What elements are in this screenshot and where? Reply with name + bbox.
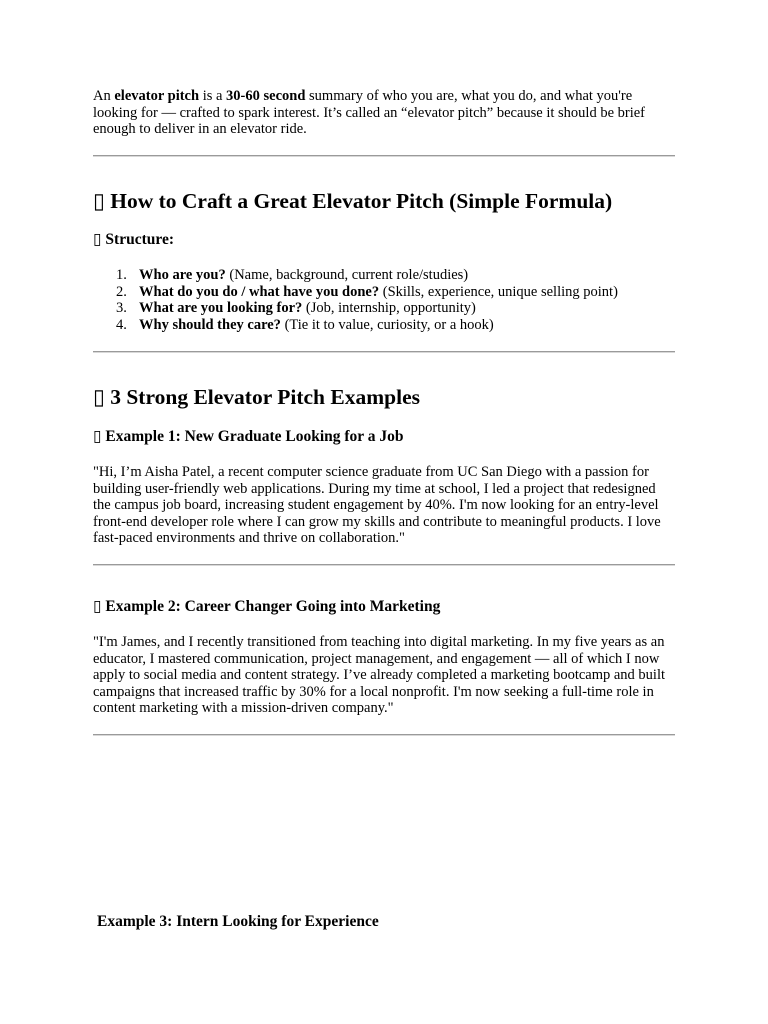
list-number: 4. xyxy=(116,316,127,333)
divider xyxy=(93,351,675,353)
intro-duration: 30-60 second xyxy=(226,88,306,104)
example1-title: Example 1: New Graduate Looking for a Job xyxy=(105,428,404,445)
step-detail: (Job, internship, opportunity) xyxy=(302,300,476,316)
briefcase-icon: ▯ xyxy=(93,598,102,615)
divider xyxy=(93,734,675,736)
list-item xyxy=(93,284,618,301)
example1-heading xyxy=(93,428,404,446)
student-icon: ▯ xyxy=(93,428,102,445)
structure-list xyxy=(93,267,618,333)
step-detail: (Skills, experience, unique selling point) xyxy=(379,283,618,300)
intro-rest: summary of who you are, what you do, and what you're looking for — crafted to spark interest. It’s called an “elevator pitch” because it should be brief enough to deliver in an elevator ride. xyxy=(93,88,646,137)
step-bold: What do you do / what have you done? xyxy=(139,283,380,300)
divider xyxy=(93,564,675,566)
intro-paragraph xyxy=(93,88,675,138)
list-number: 2. xyxy=(116,283,127,300)
examples-heading-text: 3 Strong Elevator Pitch Examples xyxy=(110,385,420,409)
examples-heading xyxy=(93,384,420,410)
formula-heading-text: How to Craft a Great Elevator Pitch (Simple Formula) xyxy=(110,189,613,213)
structure-heading xyxy=(93,231,174,249)
step-detail: (Tie it to value, curiosity, or a hook) xyxy=(280,316,494,333)
list-number: 3. xyxy=(116,300,127,316)
list-item xyxy=(93,300,618,317)
step-detail: (Name, background, current role/studies) xyxy=(225,267,469,283)
divider xyxy=(93,155,675,157)
step-bold: Why should they care? xyxy=(139,316,281,333)
list-number: 1. xyxy=(116,267,127,283)
formula-heading xyxy=(93,188,612,214)
list-item xyxy=(93,267,618,284)
example1-text: "Hi, I’m Aisha Patel, a recent computer science graduate from UC San Diego with a passion for building user-friendly web applications. During my time at school, I led a project that redesigned the campus job board, increasing student engagement by 40%. I'm now looking for an entry-level front-end developer role where I can grow my skills and contribute to meaningful products. I love fast-paced environments and thrive on collaboration." xyxy=(93,464,661,546)
intro-prefix: An xyxy=(93,88,115,104)
structure-label: Structure: xyxy=(105,231,174,248)
example3-heading: Example 3: Intern Looking for Experience xyxy=(97,913,379,930)
example2-heading xyxy=(93,598,440,616)
intro-mid: is a xyxy=(199,88,227,104)
list-item xyxy=(93,317,618,334)
tools-icon: ▯ xyxy=(93,189,105,213)
intro-term: elevator pitch xyxy=(114,88,200,104)
step-bold: Who are you? xyxy=(139,267,226,283)
example2-text: "I'm James, and I recently transitioned from teaching into digital marketing. In my five years as an educator, I mastered communication, project management, and engagement — all of which I now apply to social media and content strategy. I’ve already completed a marketing bootcamp and built campaigns that increased traffic by 30% for a local nonprofit. I'm now seeking a full-time role in content marketing with a mission-driven company." xyxy=(93,634,666,716)
step-bold: What are you looking for? xyxy=(139,300,303,316)
example2-title: Example 2: Career Changer Going into Marketing xyxy=(105,598,441,615)
pin-icon: ▯ xyxy=(93,231,102,248)
speech-icon: ▯ xyxy=(93,385,105,409)
